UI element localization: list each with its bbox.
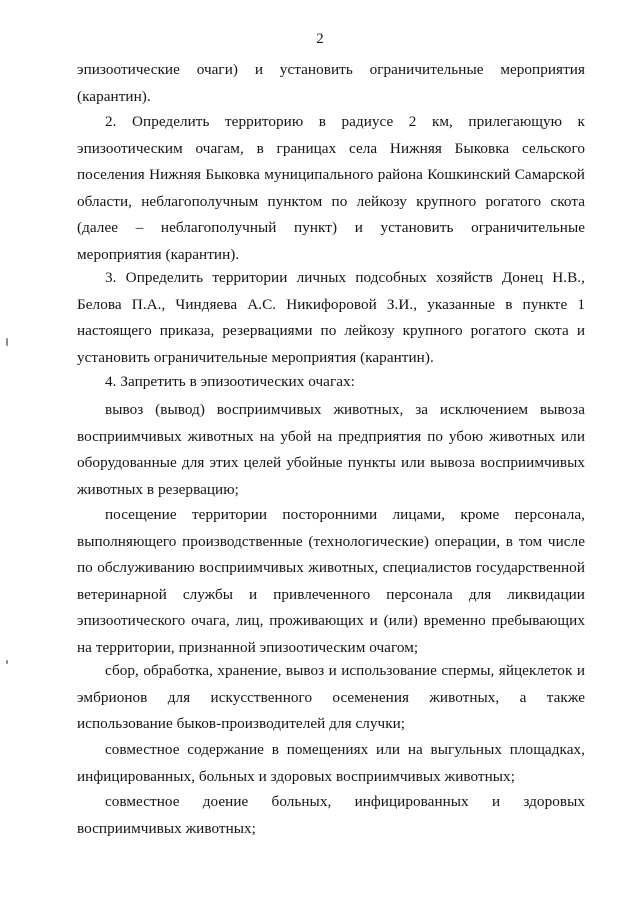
paragraph-text: 3. Определить территории личных подсобных хозяйств Донец Н.В., Белова П.А., Чиндяева А.С. Никифоровой З.И., указанные в пункте 1 настоящего приказа, резервациями по лейкозу крупного рогатого скота и установить ограничительные мероприятия (карантин).: [77, 269, 585, 366]
paragraph-text: посещение территории посторонними лицами, кроме персонала, выполняющего производственные (технологические) операции, в том числе по обслуживанию восприимчивых животных, специалистов государственной ветеринарной службы и привлеченного персонала для ликвидации эпизоотического очага, лиц, проживающих и (или) временно пребывающих на территории, признанной эпизоотическим очагом;: [77, 506, 585, 656]
paragraph-text: эпизоотические очаги) и установить ограничительные мероприятия (карантин).: [77, 61, 585, 105]
page-number: 2: [316, 31, 324, 47]
scan-artifact-mark: [6, 660, 8, 664]
paragraph-ban-sperm: [77, 658, 585, 738]
paragraph-text: совместное доение больных, инфицированных и здоровых восприимчивых животных;: [77, 793, 585, 837]
paragraph-text: совместное содержание в помещениях или на выгульных площадках, инфицированных, больных и здоровых восприимчивых животных;: [77, 741, 585, 785]
scan-artifact-mark: [6, 338, 8, 346]
paragraph-item-3: [77, 265, 585, 371]
paragraph-text: вывоз (вывод) восприимчивых животных, за исключением вывоза восприимчивых животных на убой на предприятия по убою животных или оборудованные для этих целей убойные пункты или вывоза восприимчивых животных в резервацию;: [77, 401, 585, 498]
paragraph-ban-milking: [77, 789, 585, 842]
paragraph-text: 4. Запретить в эпизоотических очагах:: [105, 373, 355, 390]
paragraph-continuation: [77, 57, 585, 110]
paragraph-text: 2. Определить территорию в радиусе 2 км, прилегающую к эпизоотическим очагам, в границах села Нижняя Быковка сельского поселения Нижняя Быковка муниципального района Кошкинский Самарской области, неблагополучным пунктом по лейкозу крупного рогатого скота (далее – неблагополучный пункт) и установить ограничительные мероприятия (карантин).: [77, 113, 585, 263]
paragraph-text: сбор, обработка, хранение, вывоз и использование спермы, яйцеклеток и эмбрионов для искусственного осеменения животных, а также использование быков-производителей для случки;: [77, 662, 585, 733]
paragraph-item-4: [77, 369, 585, 396]
paragraph-ban-visit: [77, 502, 585, 662]
paragraph-ban-keeping: [77, 737, 585, 790]
paragraph-item-2: [77, 109, 585, 269]
paragraph-ban-export: [77, 397, 585, 503]
